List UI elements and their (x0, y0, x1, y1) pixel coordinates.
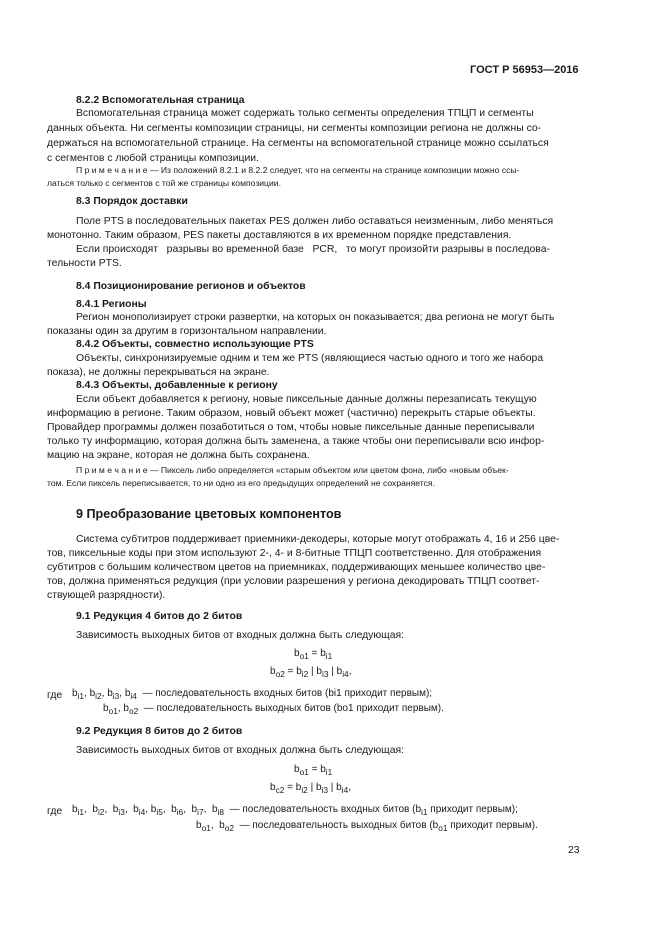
note-line: том. Если пиксель переписывается, то ни одно из его предыдущих определений не сохраняется. (47, 478, 435, 488)
formula-2: $b_{o2} = b_{i2}$ | $b_{i3}$ | $b_{i4}$, (270, 666, 352, 679)
paragraph-line: показа), не должны перекрываться на экране. (47, 367, 270, 378)
note-line: П р и м е ч а н и е — Из положений 8.2.1 и 8.2.2 следует, что на сегменты на странице композиции можно ссы- (76, 165, 520, 175)
paragraph-line: ствующей разрядности). (47, 590, 166, 601)
heading-9-2: 9.2 Редукция 8 битов до 2 битов (76, 726, 243, 737)
paragraph-line: Объекты, синхронизируемые одним и тем же PTS (являющиеся частью одного и того же набора (76, 353, 544, 364)
paragraph-line: тов, должна применяться редукция (при условии разрешения у региона декодировать ТПЦП соответ- (47, 576, 540, 587)
paragraph-line: монотонно. Таким образом, PES пакеты доставляются в их временном порядке представления. (47, 230, 512, 241)
paragraph-line: Провайдер программы должен позаботиться о том, чтобы новые пиксельные данные переписывали (47, 422, 535, 433)
page-number: 23 (568, 845, 580, 856)
note-line: П р и м е ч а н и е — Пиксель либо определяется «старым объектом или цветом фона, либо «новым объек- (76, 465, 509, 475)
heading-8-3: 8.3 Порядок доставки (76, 196, 188, 207)
where-label: где (47, 690, 63, 701)
paragraph-line: держаться на вспомогательной странице. На сегменты на вспомогательной странице можно ссылаться (47, 138, 549, 149)
heading-8-4-1: 8.4.1 Регионы (76, 299, 147, 310)
formula-2: $b_{c2} = b_{i2}$ | $b_{i3}$ | $b_{i4}$, (270, 782, 351, 795)
input-bits-legend: $b_{i1}$, $b_{i2}$, $b_{i3}$, $b_{i4}$ — последовательность входных битов (bi1 приходит первым); (72, 688, 433, 701)
heading-8-4: 8.4 Позиционирование регионов и объектов (76, 281, 306, 292)
output-bits-legend: $b_{o1}$, $b_{o2}$ — последовательность выходных битов (bo1 приходит первым). (103, 703, 444, 716)
paragraph-line: информацию в регионе. Таким образом, новый объект может (частично) перекрыть старые объекты. (47, 408, 536, 419)
where-label: где (47, 806, 63, 817)
note-line: латься только с сегментов с той же страницы композиции. (47, 178, 281, 188)
paragraph-line: Если объект добавляется к региону, новые пиксельные данные должны перезаписать текущую (76, 394, 537, 405)
paragraph-line: тельности PTS. (47, 258, 122, 269)
paragraph-line: Зависимость выходных битов от входных должна быть следующая: (76, 630, 405, 641)
heading-8-4-2: 8.4.2 Объекты, совместно использующие PTS (76, 339, 314, 350)
document-id: ГОСТ Р 56953—2016 (470, 64, 579, 76)
paragraph-line: данных объекта. Ни сегменты композиции страницы, ни сегменты композиции региона не должны со- (47, 123, 542, 134)
paragraph-line: Система субтитров поддерживает приемники-декодеры, которые могут отображать 4, 16 и 256 цве- (76, 534, 560, 545)
heading-9: 9 Преобразование цветовых компонентов (76, 507, 342, 521)
paragraph-line: субтитров с большим количеством цветов на приемниках, поддерживающих меньшее количество цве- (47, 562, 546, 573)
heading-9-1: 9.1 Редукция 4 битов до 2 битов (76, 611, 243, 622)
paragraph-line: мацию на экране, которая не должна быть сохранена. (47, 450, 310, 461)
paragraph-line: показаны один за другим в горизонтальном направлении. (47, 326, 327, 337)
paragraph-line: Если происходят разрывы во временной базе PCR, то могут произойти разрывы в последова- (76, 244, 550, 255)
paragraph-line: только ту информацию, которая должна быть заменена, а также чтобы они переписывали всю инфор- (47, 436, 545, 447)
output-bits-legend: $b_{o1}$, $b_{o2}$ — последовательность выходных битов ($b_{o1}$ приходит первым). (196, 820, 538, 833)
formula-1: $b_{o1} = b_{i1}$ (294, 648, 333, 661)
paragraph-line: Зависимость выходных битов от входных должна быть следующая: (76, 745, 405, 756)
paragraph-line: тов, пиксельные коды при этом используют 2-, 4- и 8-битные ТПЦП соответственно. Для отображения (47, 548, 542, 559)
paragraph-line: Регион монополизирует строки развертки, на которых он показывается; два региона не могут быть (76, 312, 555, 323)
formula-1: $b_{o1} = b_{i1}$ (294, 764, 333, 777)
paragraph-line: Поле PTS в последовательных пакетах PES должен либо оставаться неизменным, либо меняться (76, 216, 554, 227)
paragraph-line: с сегментов с любой страницы композиции. (47, 153, 259, 164)
input-bits-legend: $b_{i1}$, $b_{i2}$, $b_{i3}$, $b_{i4}$, $b_{i5}$, $b_{i6}$, $b_{i7}$, $b_{i8}$ — последовательность входных битов ($b_{i1}$ приходит первым); (72, 804, 518, 817)
heading-8-4-3: 8.4.3 Объекты, добавленные к региону (76, 380, 278, 391)
paragraph-line: Вспомогательная страница может содержать только сегменты определения ТПЦП и сегменты (76, 108, 534, 119)
heading-8-2-2: 8.2.2 Вспомогательная страница (76, 95, 245, 106)
